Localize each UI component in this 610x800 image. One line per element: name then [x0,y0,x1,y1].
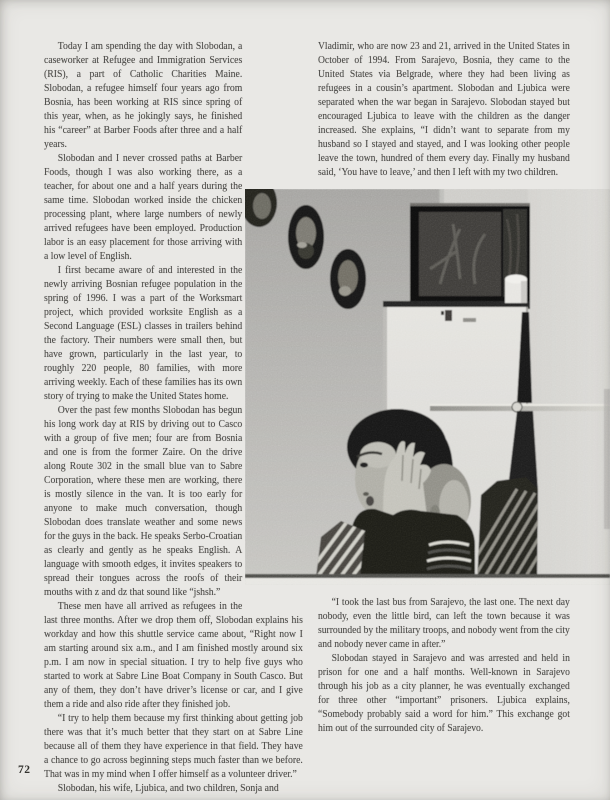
paragraph: These men have all arrived as refugees in the last three months. After we drop them off, Slobodan explains his workday and how this shuttle service came about, “Right now I am starting around six a.m., and I am finished mostly around six p.m. I am now in special situation. I try to help five guys who started to work at Sabre Line Boat Company in South Casco. But any of them, they don’t have driver’s license or car, and I give them a ride and also ride after they finished job. [44,601,303,710]
paragraph: Slobodan, his wife, Ljubica, and two children, Sonja and [57,783,279,794]
paragraph: Over the past few months Slobodan has begun his long work day at RIS by driving out to Casco with a group of five men; four are from Bosnia and one is from the former Zaire. On the drive along Route 302 in the small blue van to Sabre Corporation, where these men are working, there is mostly silence in the van. It is too early for anyone to make much conversation, though Slobodan does translate weather and some news for the guys in the back. He speaks Serbo-Croatian as clearly and gently as he speaks English. A language with smooth edges, it invites speakers to spread their tongues across the roofs of their mouths with z and dz that sound like “jshsh.” [44,405,243,598]
film-grain-overlay [245,189,610,585]
paragraph: Slobodan and I never crossed paths at Barber Foods, though I was also working there, as a teacher, for about one and a half years during the same time. Slobodan worked inside the chicken processing plant, where large numbers of newly arrived refugees have been employed. Production labor is an easy placement for those arriving with a low level of English. [44,153,243,262]
paragraph: Vladimir, who are now 23 and 21, arrived in the United States in October of 1994. From Sarajevo, Bosnia, they came to the United States via Belgrade, where they had been living as refugees in a cousin’s apartment. Slobodan and Ljubica were separated when the war began in Sarajevo. Slobodan stayed but encouraged Ljubica to leave with the children as the danger increased. She explains, “I didn’t want to separate from my husband so I stayed and stayed, and I was looking other people leave the town, hundred of them every day. Finally my husband said, ‘You have to leave,’ and then I left with my two children. [318,41,570,178]
paragraph: Today I am spending the day with Slobodan, a caseworker at Refugee and Immigration Services (RIS), a part of Catholic Charities Maine. Slobodan, a refugee himself four years ago from Bosnia, has been working at RIS since spring of this year, when, as he jokingly says, he finished his “career” at Barber Foods after three and a half years. [44,41,243,150]
paragraph: “I took the last bus from Sarajevo, the last one. The next day nobody, even the little bird, can left the town because it was surrounded by the military troops, and nobody went from the city and nobody never came in after.” [318,597,570,650]
paragraph: “I try to help them because my first thinking about getting job there was that it’s much better that they start on at Sabre Line because all of them they have experience in that field. They have a chance to go across beginning steps much faster than we before. That was in my mind when I offer himself as a volunteer driver.” [44,713,303,780]
photograph-boy-covering-face [245,189,610,585]
right-text-column-bottom [318,596,570,736]
paragraph: I first became aware of and interested in the newly arriving Bosnian refugee population in the spring of 1996. I was a part of the Worksmart project, which provided worksite English as a Second Language (ESL) classes in trailers behind the factory. Their numbers were small then, but have grown, particularly in the last year, to roughly 220 people, 80 families, with more arriving weekly. Each of these families has its own story of trying to make the United States home. [44,265,243,402]
page-number: 72 [18,764,31,776]
paragraph: Slobodan stayed in Sarajevo and was arrested and held in prison for one and a half months. Well-known in Sarajevo through his job as a city planner, he was eventually exchanged for three other “important” prisoners. Ljubica explains, “Somebody probably said a word for him.” This exchange got him out of the surrounded city of Sarajevo. [318,653,570,734]
right-text-column-top [318,40,570,180]
